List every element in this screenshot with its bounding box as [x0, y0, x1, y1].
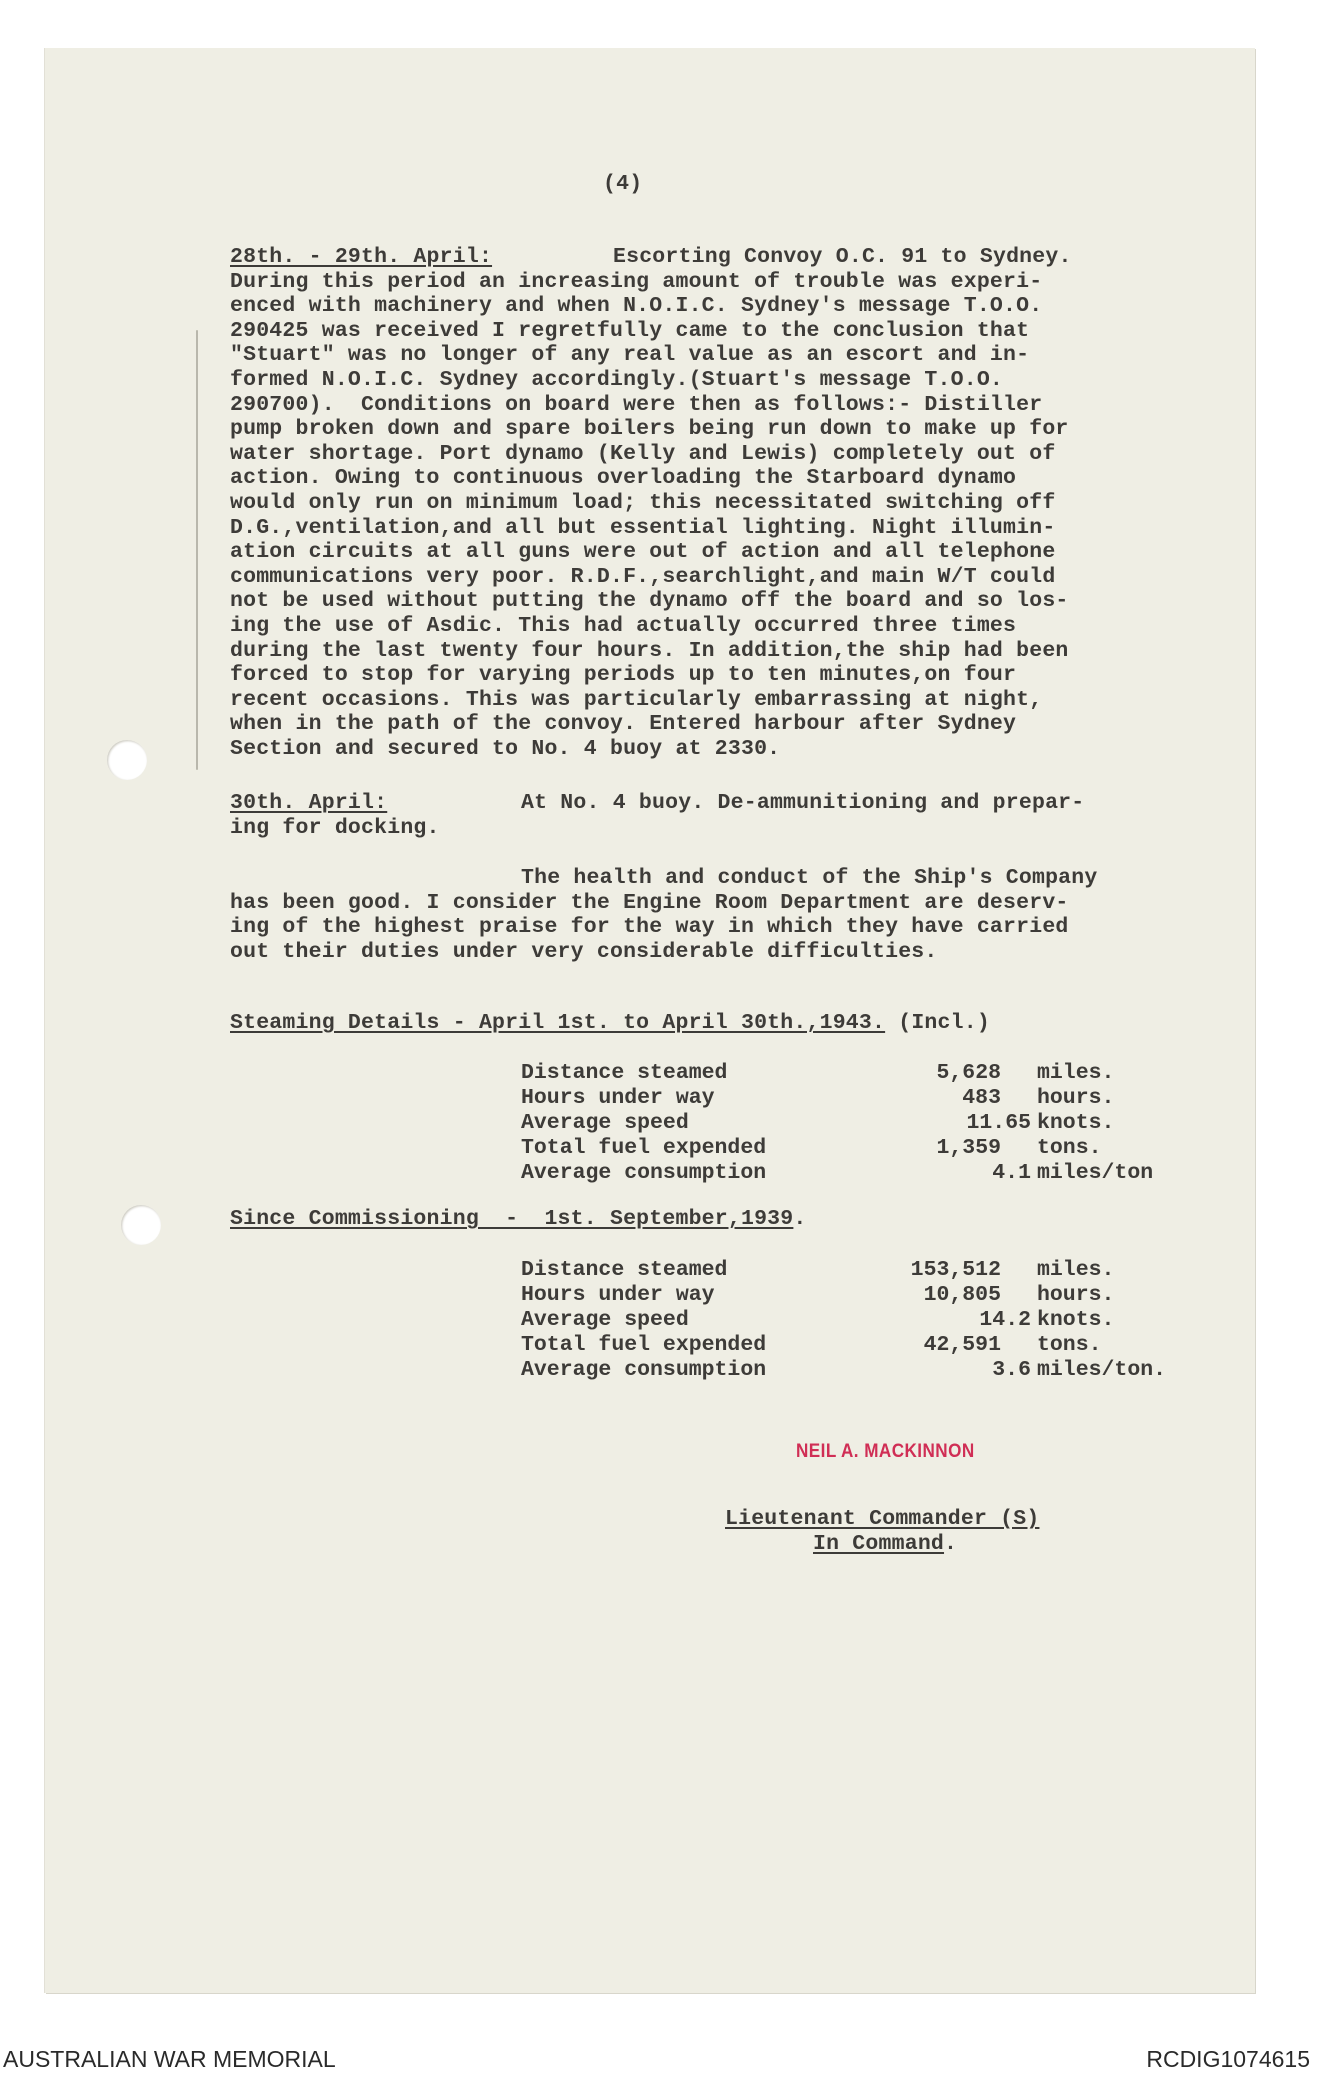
entry-line: action. Owing to continuous overloading the Starboard dynamo	[230, 466, 1017, 491]
stat-label: Hours under way	[521, 1283, 715, 1307]
health-line: has been good. I consider the Engine Room Department are deserv-	[230, 890, 1069, 915]
stat-row	[521, 1111, 1191, 1136]
stat-row	[521, 1258, 1191, 1283]
footer-archive-name: AUSTRALIAN WAR MEMORIAL	[3, 2046, 336, 2072]
steaming-details-heading	[230, 1011, 990, 1036]
entry-line: 290700). Conditions on board were then as follows:- Distiller	[230, 392, 1043, 417]
entry-line: when in the path of the convoy. Entered harbour after Sydney	[230, 712, 1017, 737]
signature-rank: Lieutenant Commander (S)	[725, 1507, 1040, 1531]
entry-line: Section and secured to No. 4 buoy at 2330.	[230, 736, 781, 761]
stat-row	[521, 1086, 1191, 1111]
footer-record-id: RCDIG1074615	[1146, 2046, 1310, 2072]
stat-value: 42,591	[923, 1333, 1001, 1357]
entry-line: ing the use of Asdic. This had actually occurred three times	[230, 613, 1017, 638]
signature-role-text: In Command	[813, 1532, 945, 1556]
stat-label: Average speed	[521, 1308, 689, 1332]
stat-value: 10,805	[923, 1283, 1001, 1307]
signature-role	[813, 1532, 957, 1557]
stat-row	[521, 1308, 1191, 1333]
stat-label: Average consumption	[521, 1161, 767, 1185]
entry-line: formed N.O.I.C. Sydney accordingly.(Stuart's message T.O.O.	[230, 367, 1004, 392]
entry-line: ing for docking.	[230, 815, 440, 840]
entry-line: not be used without putting the dynamo off the board and so los-	[230, 589, 1069, 614]
entry-line: "Stuart" was no longer of any real value as an escort and in-	[230, 343, 1030, 368]
stat-unit: miles.	[1037, 1258, 1115, 1282]
stat-value: 483	[962, 1086, 1001, 1110]
stat-unit: hours.	[1037, 1283, 1115, 1307]
entry-line: during the last twenty four hours. In addition,the ship had been	[230, 638, 1069, 663]
stat-label: Hours under way	[521, 1086, 715, 1110]
steaming-details-heading-suffix: (Incl.)	[885, 1011, 990, 1035]
punch-hole	[107, 740, 147, 780]
steaming-details-heading-text: Steaming Details - April 1st. to April 30th.,1943.	[230, 1011, 886, 1035]
stat-row	[521, 1161, 1191, 1186]
stat-unit: miles/ton	[1037, 1161, 1154, 1185]
entry-line: would only run on minimum load; this necessitated switching off	[230, 490, 1056, 515]
since-commissioning-heading-text: Since Commissioning - 1st. September,1939	[230, 1207, 794, 1231]
stat-label: Total fuel expended	[521, 1136, 767, 1160]
entry-line: 290425 was received I regretfully came to the conclusion that	[230, 318, 1030, 343]
stat-value: 1,359	[936, 1136, 1001, 1160]
stat-unit: knots.	[1037, 1111, 1115, 1135]
entry-line: ation circuits at all guns were out of action and all telephone	[230, 540, 1056, 565]
stat-label: Distance steamed	[521, 1061, 728, 1085]
punch-hole	[121, 1205, 161, 1245]
stat-row	[521, 1358, 1191, 1383]
stat-unit: tons.	[1037, 1333, 1102, 1357]
page-number: (4)	[603, 172, 643, 196]
stat-unit: miles/ton.	[1037, 1358, 1167, 1382]
stat-row	[521, 1061, 1191, 1086]
entry-line: forced to stop for varying periods up to ten minutes,on four	[230, 663, 1017, 688]
stat-value: 5,628	[936, 1061, 1001, 1085]
stat-value: 153,512	[910, 1258, 1001, 1282]
stat-unit: hours.	[1037, 1086, 1115, 1110]
margin-pencil-line	[196, 330, 198, 770]
health-line: ing of the highest praise for the way in which they have carried	[230, 915, 1069, 940]
stat-unit: knots.	[1037, 1308, 1115, 1332]
stat-label: Average consumption	[521, 1358, 767, 1382]
stat-label: Average speed	[521, 1111, 689, 1135]
entry-line: During this period an increasing amount of trouble was experi-	[230, 269, 1043, 294]
name-stamp: NEIL A. MACKINNON	[796, 1441, 975, 1462]
health-line: The health and conduct of the Ship's Company	[521, 866, 1098, 890]
entry-date: 30th. April:	[230, 791, 388, 815]
stat-unit: tons.	[1037, 1136, 1102, 1160]
entry-line: Escorting Convoy O.C. 91 to Sydney.	[613, 245, 1072, 269]
stat-value: 4.1	[992, 1161, 1031, 1185]
health-line: out their duties under very considerable difficulties.	[230, 939, 938, 964]
stat-row	[521, 1136, 1191, 1161]
entry-line: D.G.,ventilation,and all but essential lighting. Night illumin-	[230, 515, 1056, 540]
entry-date: 28th. - 29th. April:	[230, 245, 493, 269]
stat-unit: miles.	[1037, 1061, 1115, 1085]
entry-line: At No. 4 buoy. De-ammunitioning and prepar-	[521, 791, 1085, 815]
stat-value: 11.65	[966, 1111, 1031, 1135]
stat-label: Total fuel expended	[521, 1333, 767, 1357]
stat-value: 14.2	[979, 1308, 1031, 1332]
entry-line: pump broken down and spare boilers being run down to make up for	[230, 417, 1069, 442]
entry-line: enced with machinery and when N.O.I.C. Sydney's message T.O.O.	[230, 294, 1043, 319]
stat-label: Distance steamed	[521, 1258, 728, 1282]
entry-line: recent occasions. This was particularly embarrassing at night,	[230, 687, 1043, 712]
since-commissioning-heading-suffix: .	[793, 1207, 807, 1231]
stat-value: 3.6	[992, 1358, 1031, 1382]
since-commissioning-heading	[230, 1207, 807, 1232]
entry-line: water shortage. Port dynamo (Kelly and Lewis) completely out of	[230, 441, 1056, 466]
signature-role-suffix: .	[944, 1532, 958, 1556]
stat-row	[521, 1283, 1191, 1308]
stat-row	[521, 1333, 1191, 1358]
entry-line: communications very poor. R.D.F.,searchlight,and main W/T could	[230, 564, 1056, 589]
